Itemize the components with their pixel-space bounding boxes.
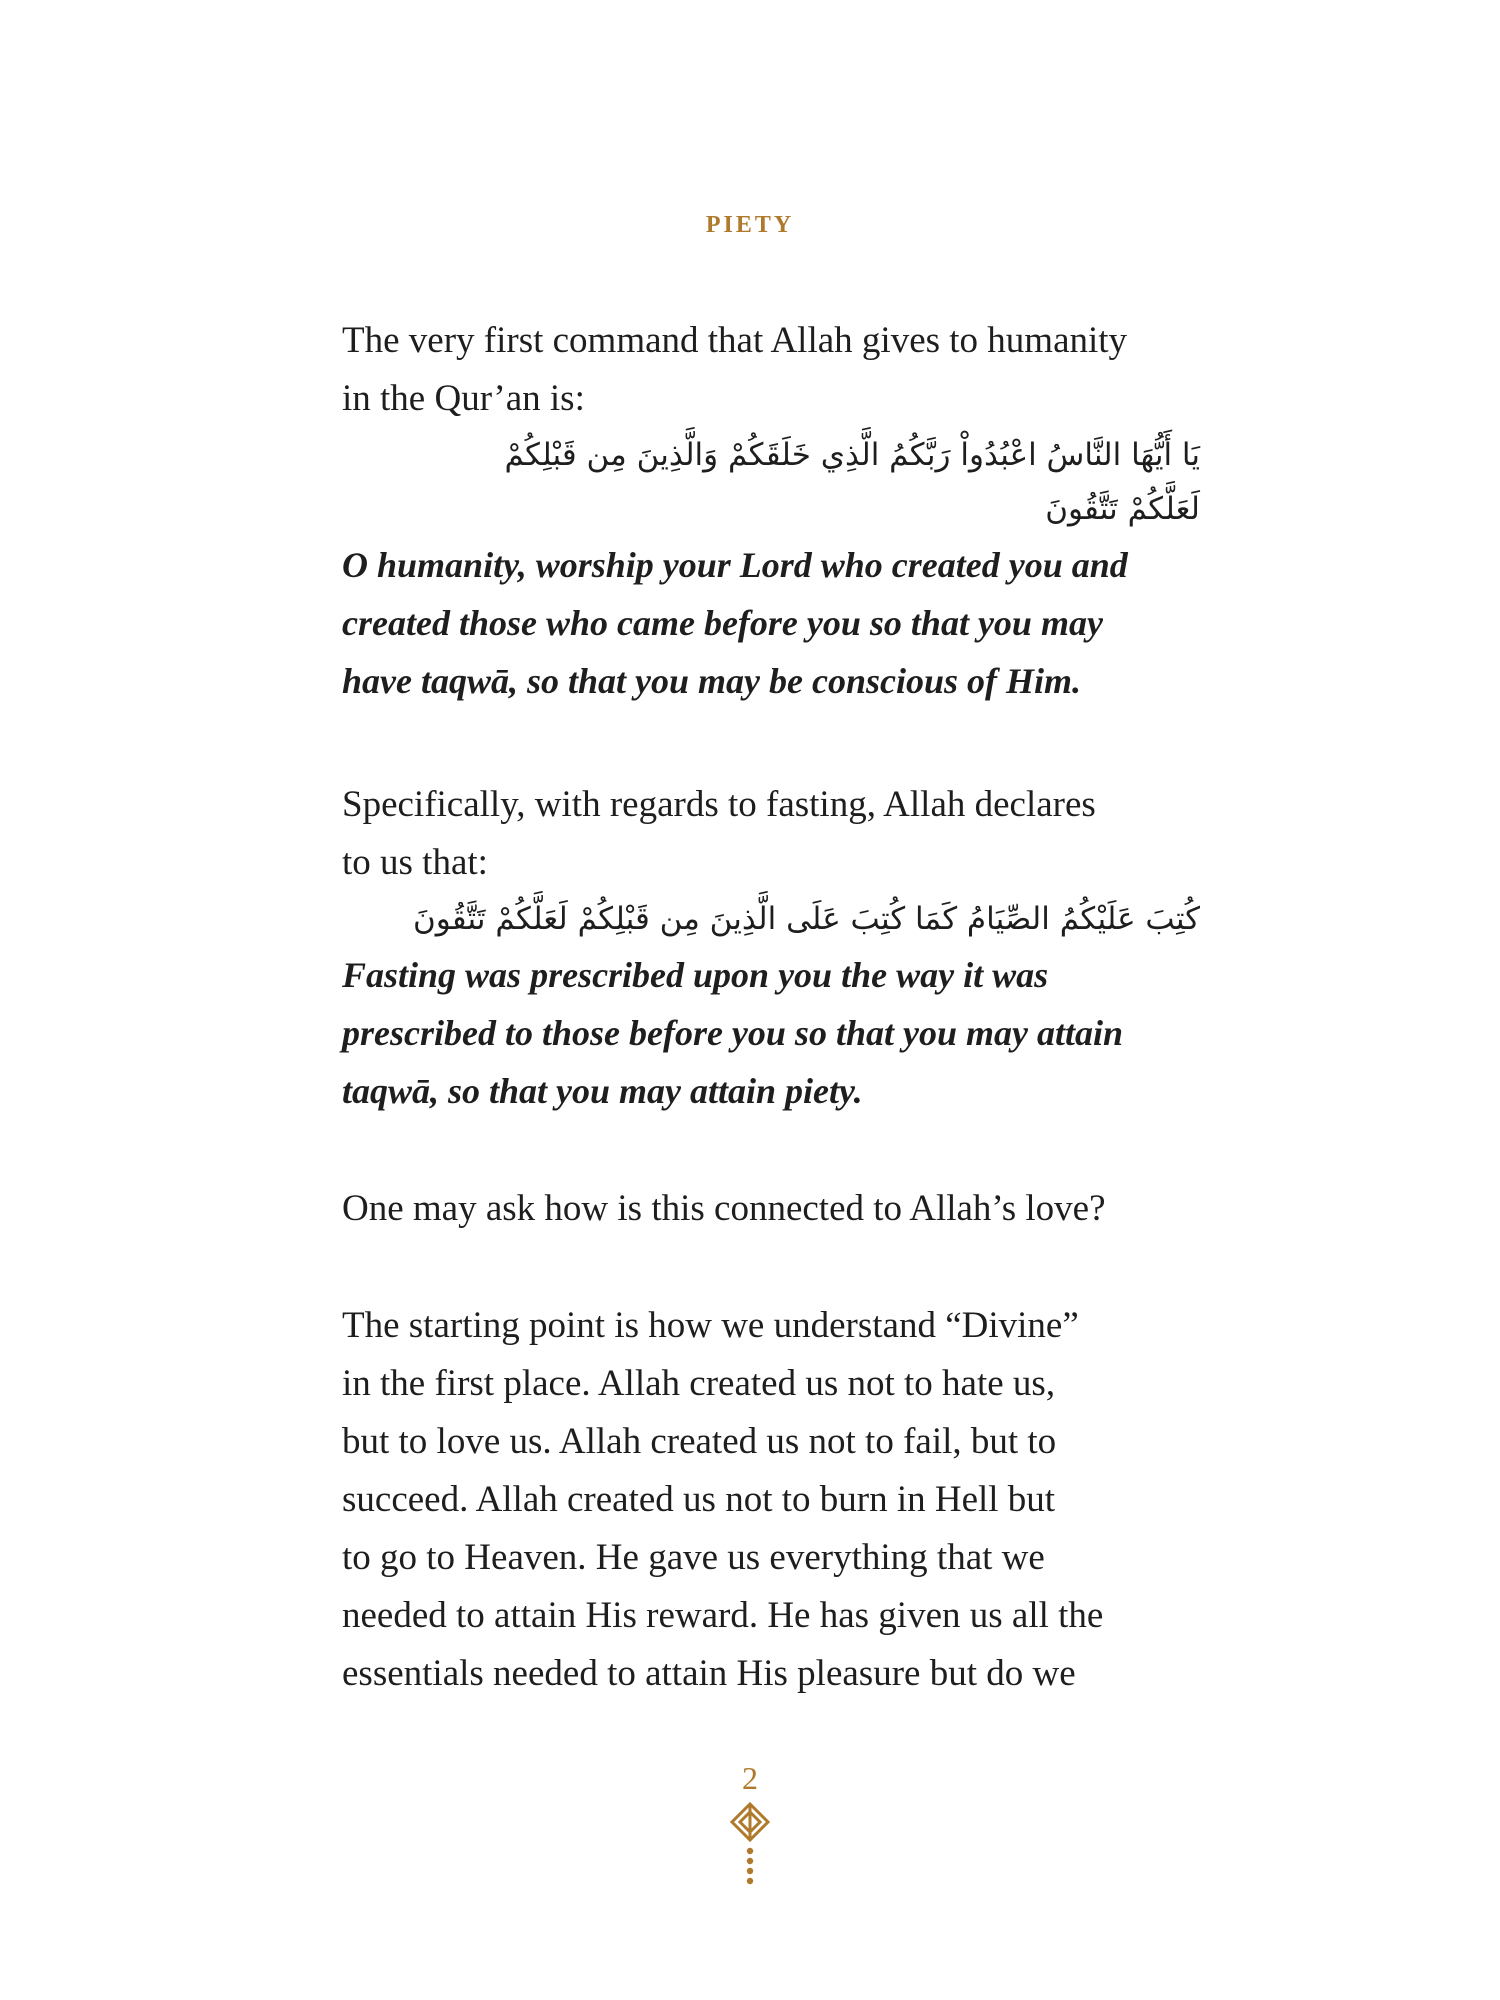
text-line: succeed. Allah created us not to burn in Hell but: [342, 1479, 1056, 1520]
running-head: PIETY: [705, 212, 795, 238]
diamond-dots-ornament-icon: [728, 1800, 772, 1891]
intro-paragraph: [342, 312, 1222, 428]
intro-paragraph: [342, 776, 1222, 892]
quran-command-section: [342, 312, 1222, 710]
arabic-line: لَعَلَّكُمْ تَتَّقُونَ: [1045, 491, 1200, 527]
text-line: The very first command that Allah gives to humanity: [342, 320, 1128, 361]
page-number: 2: [742, 1760, 758, 1796]
text-line: needed to attain His reward. He has given us all the: [342, 1595, 1104, 1636]
fasting-section: [342, 776, 1222, 1120]
text-line: Specifically, with regards to fasting, Allah declares: [342, 784, 1096, 825]
body-paragraph: [342, 1297, 1222, 1703]
text-line: created those who came before you so that you may: [342, 603, 1103, 643]
verse-translation: [342, 946, 1222, 1120]
text-line: to us that:: [342, 842, 488, 883]
text-line: One may ask how is this connected to Allah’s love?: [342, 1188, 1106, 1229]
text-line: The starting point is how we understand “Divine”: [342, 1305, 1079, 1346]
arabic-verse: [342, 428, 1200, 536]
text-line: Fasting was prescribed upon you the way it was: [342, 955, 1049, 995]
text-line: essentials needed to attain His pleasure but do we: [342, 1653, 1076, 1694]
arabic-line: كُتِبَ عَلَيْكُمُ الصِّيَامُ كَمَا كُتِبَ عَلَى الَّذِينَ مِن قَبْلِكُمْ لَعَلَّكُمْ تَتَّقُونَ: [413, 901, 1200, 937]
text-line: O humanity, worship your Lord who created you and: [342, 545, 1128, 585]
text-line: prescribed to those before you so that you may attain: [342, 1013, 1123, 1053]
text-line: but to love us. Allah created us not to fail, but to: [342, 1421, 1057, 1462]
text-line: have taqwā, so that you may be conscious of Him.: [342, 661, 1082, 701]
question-paragraph: [342, 1180, 1222, 1238]
text-line: taqwā, so that you may attain piety.: [342, 1071, 863, 1111]
arabic-verse: [342, 892, 1200, 946]
verse-translation: [342, 536, 1222, 710]
arabic-line: يَا أَيُّهَا النَّاسُ اعْبُدُواْ رَبَّكُمُ الَّذِي خَلَقَكُمْ وَالَّذِينَ مِن قَبْلِكُمْ: [504, 437, 1200, 473]
explanation-section: [342, 1297, 1222, 1703]
text-line: in the Qur’an is:: [342, 378, 585, 419]
text-line: to go to Heaven. He gave us everything that we: [342, 1537, 1045, 1578]
text-line: in the first place. Allah created us not to hate us,: [342, 1363, 1056, 1404]
question-section: [342, 1180, 1222, 1238]
